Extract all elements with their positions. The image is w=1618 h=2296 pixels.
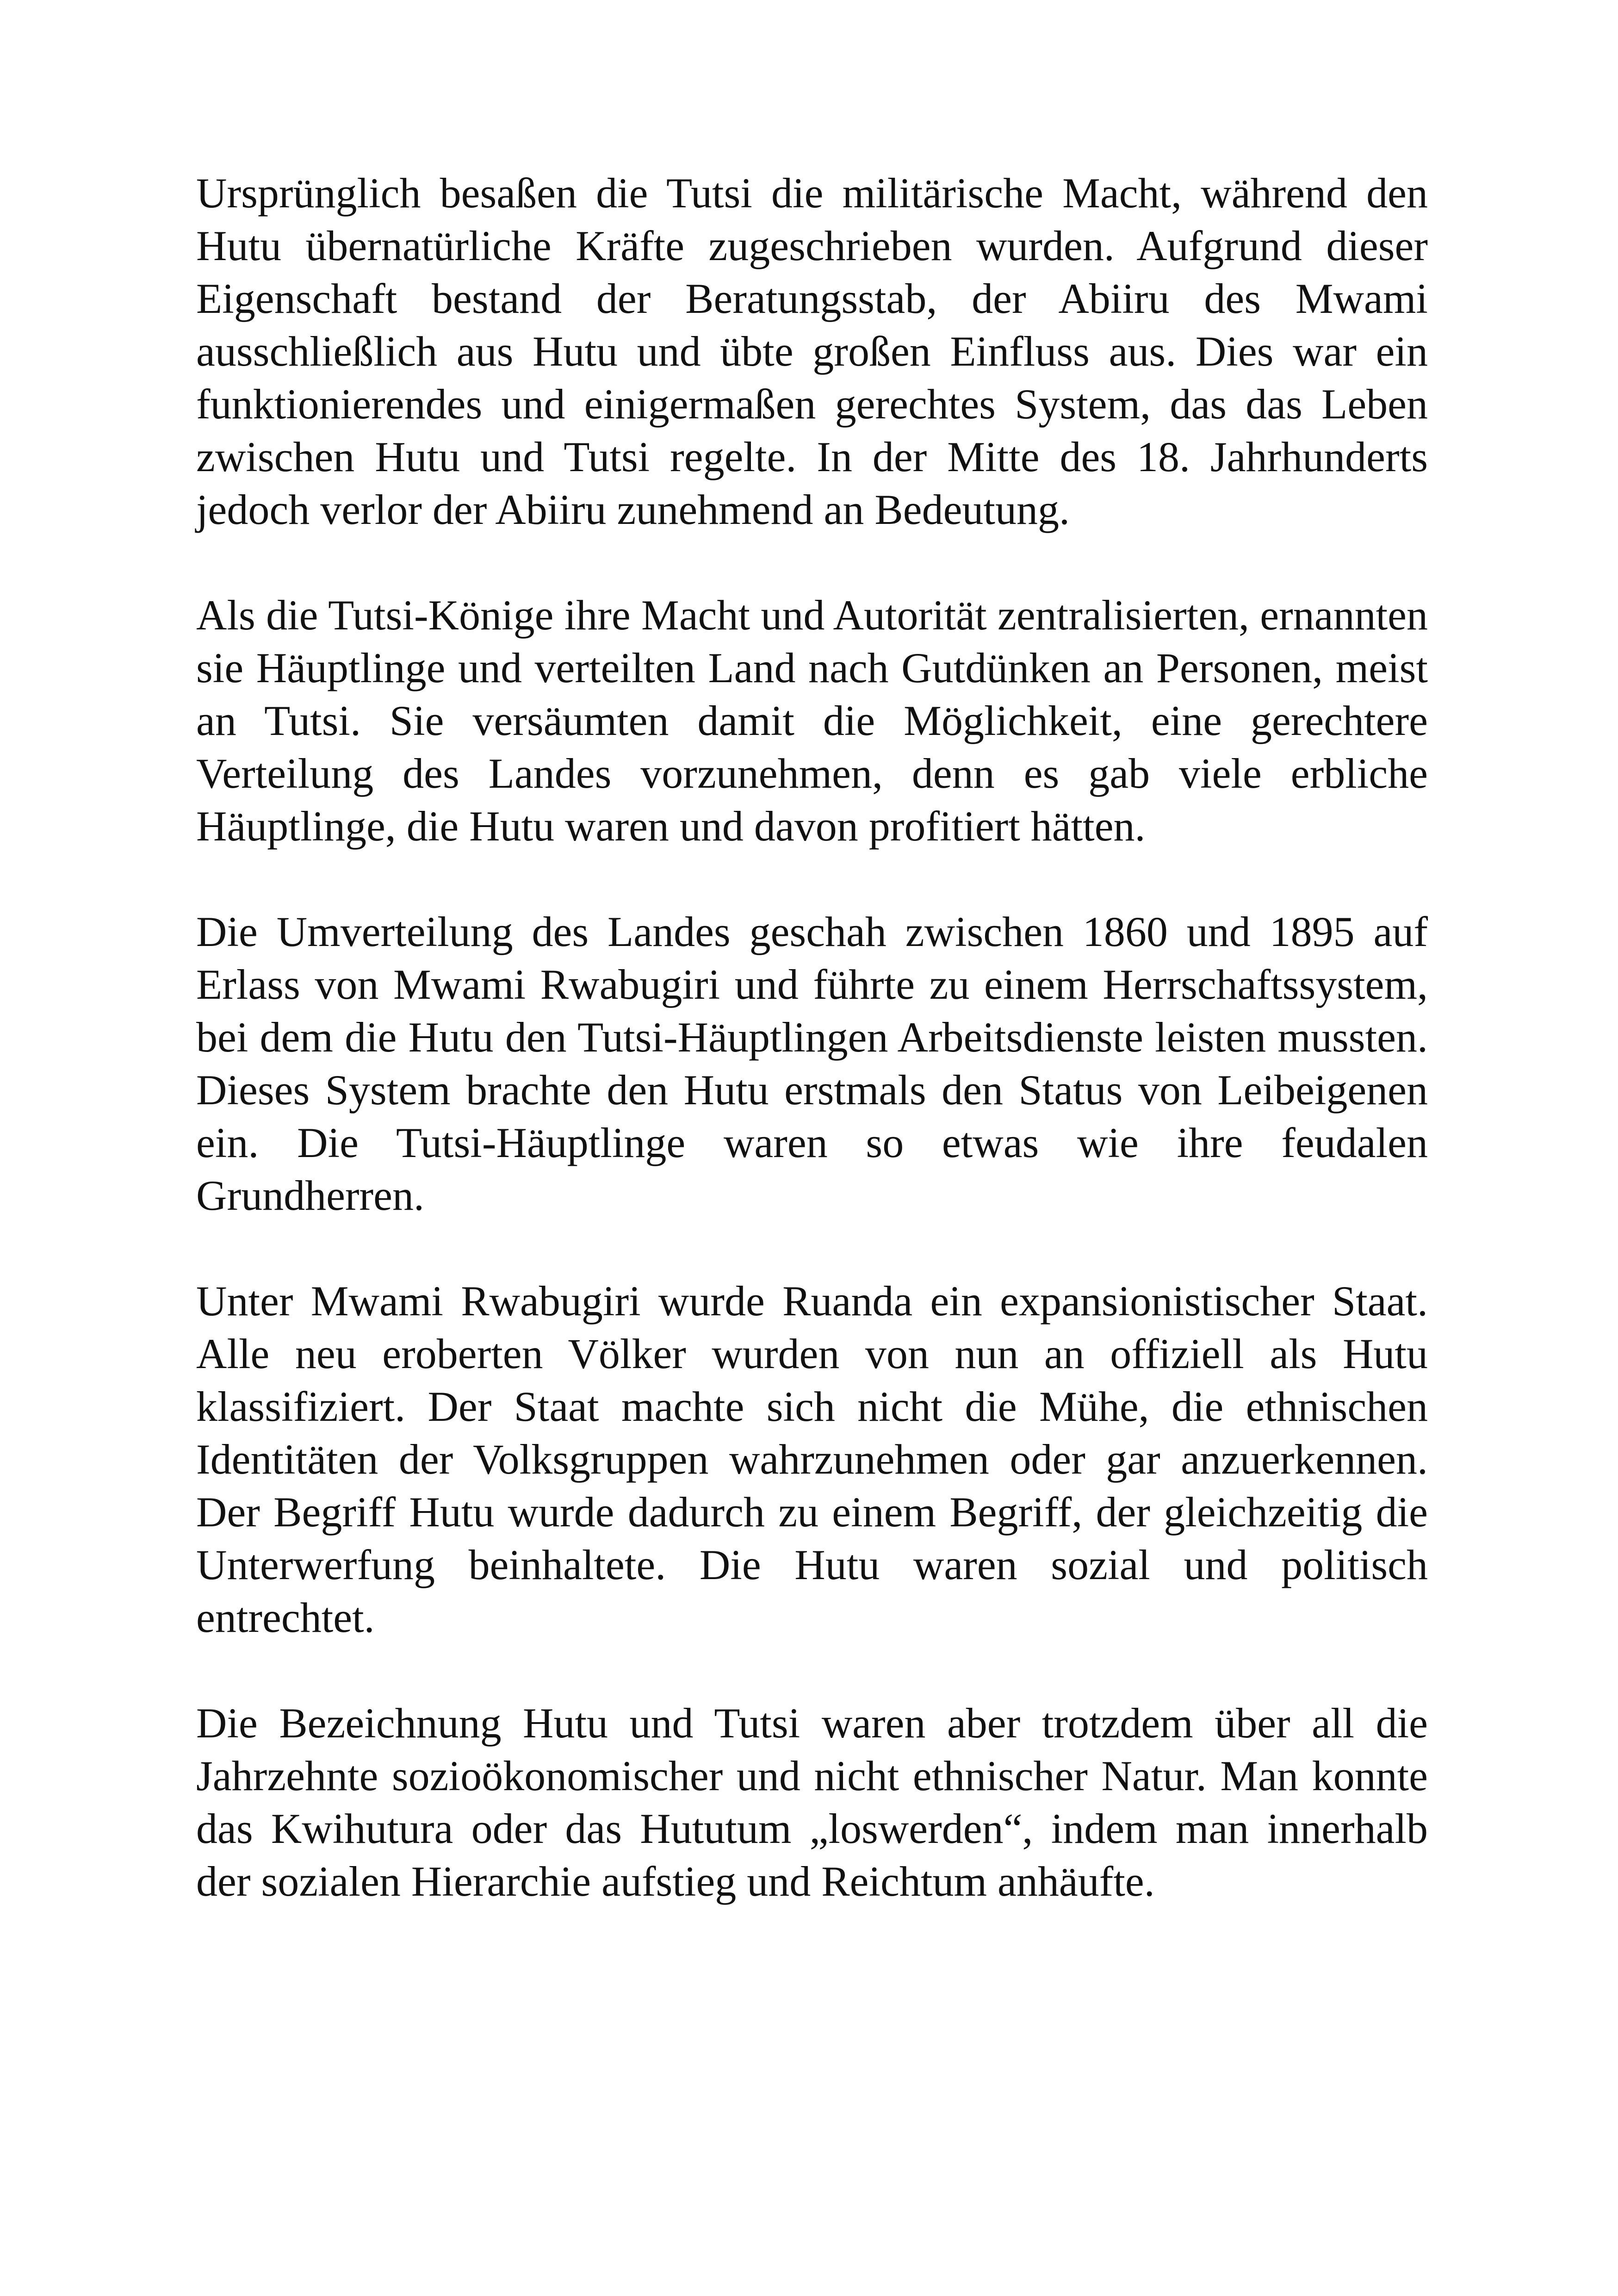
paragraph-3: Die Umverteilung des Landes geschah zwischen 1860 und 1895 auf Erlass von Mwami Rwabugiri und führte zu einem Herrschaftssystem, bei dem die Hutu den Tutsi-Häuptlingen Arbeitsdienste leisten mussten. Dieses System brachte den Hutu erstmals den Status von Leibeigenen ein. Die Tutsi-Häuptlinge waren so etwas wie ihre feudalen Grundherren. [196, 908, 1428, 1219]
paragraph-1: Ursprünglich besaßen die Tutsi die militärische Macht, während den Hutu übernatürliche Kräfte zugeschrieben wurden. Aufgrund dieser Eigenschaft bestand der Beratungsstab, der Abiiru des Mwami ausschließlich aus Hutu und übte großen Einfluss aus. Dies war ein funktionierendes und einigermaßen gerechtes System, das das Leben zwischen Hutu und Tutsi regelte. In der Mitte des 18. Jahrhunderts jedoch verlor der Abiiru zunehmend an Bedeutung. [196, 169, 1428, 533]
paragraph-2: Als die Tutsi-Könige ihre Macht und Autorität zentralisierten, ernannten sie Häuptlinge und verteilten Land nach Gutdünken an Personen, meist an Tutsi. Sie versäumten damit die Möglichkeit, eine gerechtere Verteilung des Landes vorzunehmen, denn es gab viele erbliche Häuptlinge, die Hutu waren und davon profitiert hätten. [196, 591, 1428, 850]
body-text [196, 167, 1428, 1908]
paragraph-5: Die Bezeichnung Hutu und Tutsi waren aber trotzdem über all die Jahrzehnte sozioökonomischer und nicht ethnischer Natur. Man konnte das Kwihutura oder das Hututum „loswerden“, indem man innerhalb der sozialen Hierarchie aufstieg und Reichtum anhäufte. [196, 1699, 1428, 1905]
paragraph-4: Unter Mwami Rwabugiri wurde Ruanda ein expansionistischer Staat. Alle neu eroberten Völker wurden von nun an offiziell als Hutu klassifiziert. Der Staat machte sich nicht die Mühe, die ethnischen Identitäten der Volksgruppen wahrzunehmen oder gar anzuerkennen. Der Begriff Hutu wurde dadurch zu einem Begriff, der gleichzeitig die Unterwerfung beinhaltete. Die Hutu waren sozial und politisch entrechtet. [196, 1277, 1428, 1641]
